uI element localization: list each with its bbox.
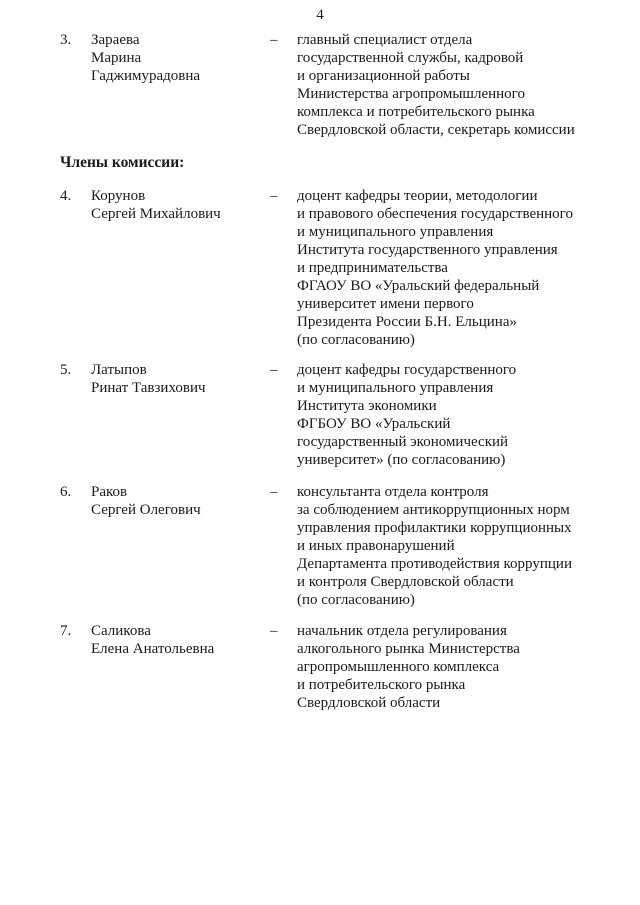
member-position xyxy=(297,31,597,139)
entry-dash: – xyxy=(270,623,278,639)
position-line: государственный экономический xyxy=(297,434,509,450)
member-position xyxy=(297,187,597,349)
member-name xyxy=(91,361,261,397)
position-line: (по согласованию) xyxy=(297,592,415,608)
entry-dash: – xyxy=(270,484,278,500)
position-line: и контроля Свердловской области xyxy=(297,574,514,590)
member-position xyxy=(297,361,597,469)
member-surname: Латыпов xyxy=(91,362,147,378)
position-line: университет имени первого xyxy=(297,296,474,312)
entry-number: 4. xyxy=(60,188,72,204)
position-line: Департамента противодействия коррупции xyxy=(297,556,572,572)
member-patronymic: Гаджимурадовна xyxy=(91,68,201,84)
position-line: университет» (по согласованию) xyxy=(297,452,506,468)
member-position xyxy=(297,483,597,609)
position-line: Свердловской области, секретарь комиссии xyxy=(297,122,575,138)
position-line: алкогольного рынка Министерства xyxy=(297,641,520,657)
member-full-name: Ринат Тавзихович xyxy=(91,380,206,396)
position-line: за соблюдением антикоррупционных норм xyxy=(297,502,570,518)
member-surname: Раков xyxy=(91,484,128,500)
position-line: и предпринимательства xyxy=(297,260,448,276)
member-name xyxy=(91,483,261,519)
member-name xyxy=(91,187,261,223)
position-line: Президента России Б.Н. Ельцина» xyxy=(297,314,517,330)
member-surname: Саликова xyxy=(91,623,151,639)
position-line: и иных правонарушений xyxy=(297,538,455,554)
entry-number: 7. xyxy=(60,623,72,639)
position-line: доцент кафедры теории, методологии xyxy=(297,188,538,204)
entry-number: 6. xyxy=(60,484,72,500)
member-full-name: Сергей Олегович xyxy=(91,502,201,518)
position-line: и муниципального управления xyxy=(297,224,494,240)
position-line: Института государственного управления xyxy=(297,242,558,258)
position-line: комплекса и потребительского рынка xyxy=(297,104,535,120)
position-line: Свердловской области xyxy=(297,695,441,711)
entry-dash: – xyxy=(270,188,278,204)
member-name xyxy=(91,622,261,658)
entry-number: 3. xyxy=(60,32,72,48)
position-line: (по согласованию) xyxy=(297,332,415,348)
position-line: и муниципального управления xyxy=(297,380,494,396)
position-line: агропромышленного комплекса xyxy=(297,659,500,675)
position-line: управления профилактики коррупционных xyxy=(297,520,572,536)
member-position xyxy=(297,622,597,712)
position-line: доцент кафедры государственного xyxy=(297,362,517,378)
position-line: государственной службы, кадровой xyxy=(297,50,524,66)
member-first-name: Марина xyxy=(91,50,142,66)
position-line: Института экономики xyxy=(297,398,437,414)
position-line: Министерства агропромышленного xyxy=(297,86,525,102)
member-surname: Корунов xyxy=(91,188,146,204)
position-line: и организационной работы xyxy=(297,68,470,84)
position-line: начальник отдела регулирования xyxy=(297,623,507,639)
member-surname: Зараева xyxy=(91,32,140,48)
position-line: ФГАОУ ВО «Уральский федеральный xyxy=(297,278,540,294)
position-line: консультанта отдела контроля xyxy=(297,484,489,500)
entry-dash: – xyxy=(270,362,278,378)
position-line: главный специалист отдела xyxy=(297,32,473,48)
entry-number: 5. xyxy=(60,362,72,378)
member-full-name: Елена Анатольевна xyxy=(91,641,215,657)
entry-dash: – xyxy=(270,32,278,48)
position-line: и потребительского рынка xyxy=(297,677,466,693)
members-heading: Члены комиссии: xyxy=(60,154,185,171)
member-full-name: Сергей Михайлович xyxy=(91,206,221,222)
position-line: ФГБОУ ВО «Уральский xyxy=(297,416,451,432)
page-number: 4 xyxy=(316,7,324,23)
member-name xyxy=(91,31,261,85)
position-line: и правового обеспечения государственного xyxy=(297,206,573,222)
